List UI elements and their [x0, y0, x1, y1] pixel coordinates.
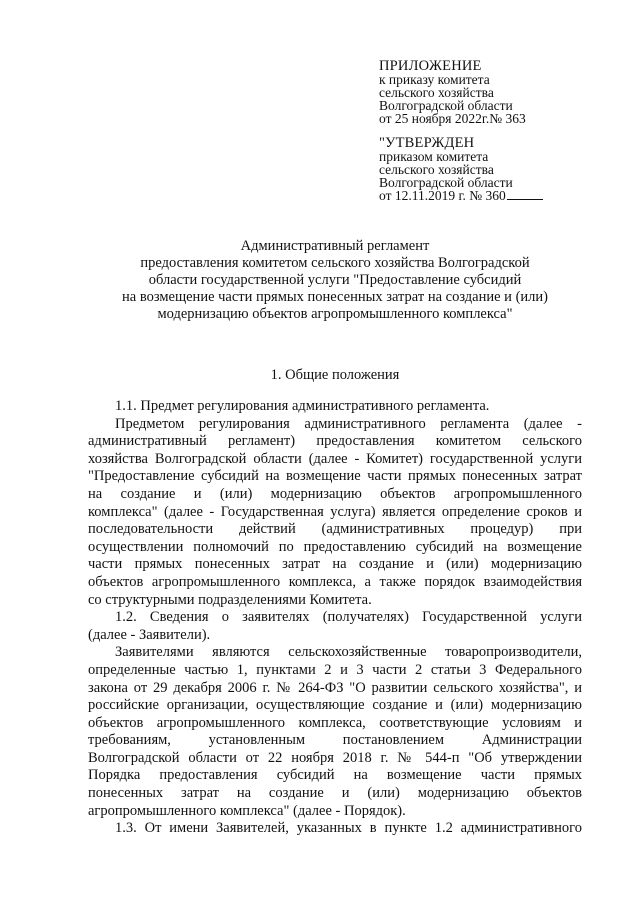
body-line: Волгоградской области от 22 ноября 2018 г. № 544-п "Об утверждении — [88, 749, 582, 766]
body-line: Порядка предоставления субсидий на возмещение части прямых — [88, 767, 582, 784]
body-line: осуществлении полномочий по предоставлению субсидий на возмещение — [88, 538, 582, 555]
body-line: со структурными подразделениями Комитета. — [88, 591, 372, 608]
body-line: административный регламент) предоставления комитетом сельского — [88, 433, 582, 450]
approved-line: приказом комитета — [379, 149, 489, 164]
document-body — [88, 398, 582, 838]
body-line: (далее - Заявители). — [88, 626, 211, 643]
signature-blank-line — [507, 189, 543, 200]
body-line: "Предоставление субсидий на возмещение части прямых понесенных затрат — [88, 468, 582, 485]
body-line: хозяйства Волгоградской области (далее - Комитет) государственной услуги — [88, 450, 582, 467]
approved-line: сельского хозяйства — [379, 162, 494, 177]
body-line: объектов агропромышленного комплекса, а также порядок взаимодействия — [88, 573, 582, 590]
body-line: комплекса" (далее - Государственная услуга) является определение сроков и — [88, 503, 582, 520]
approved-line: Волгоградской области — [379, 175, 513, 190]
appendix-line: от 25 ноября 2022г.№ 363 — [379, 111, 526, 126]
title-line: предоставления комитетом сельского хозяйства Волгоградской — [140, 255, 530, 271]
appendix-line: Волгоградской области — [379, 98, 513, 113]
body-line: последовательности действий (административных процедур) при — [88, 521, 582, 538]
title-line: на возмещение части прямых понесенных затрат на создание и (или) — [122, 289, 548, 305]
approved-block — [379, 137, 579, 202]
appendix-block — [379, 60, 579, 125]
title-line: Административный регламент — [240, 238, 430, 254]
body-line: понесенных затрат на создание и (или) модернизацию объектов — [88, 785, 582, 802]
body-line: требованиям, установленным постановлением Администрации — [88, 732, 582, 749]
body-line: определенные частью 1, пунктами 2 и 3 части 2 статьи 3 Федерального — [88, 661, 582, 678]
body-line: части прямых понесенных затрат на создание и (или) модернизацию — [88, 556, 582, 573]
appendix-line: сельского хозяйства — [379, 85, 494, 100]
approved-line — [379, 189, 579, 202]
document-title — [90, 238, 580, 323]
body-line: Предметом регулирования административного регламента (далее - — [115, 415, 582, 432]
body-line: объектов агропромышленного комплекса, соответствующие условиям и — [88, 714, 582, 731]
body-line: 1.3. От имени Заявителей, указанных в пункте 1.2 административного — [115, 820, 582, 837]
appendix-heading: ПРИЛОЖЕНИЕ — [379, 58, 482, 74]
body-line: Заявителями являются сельскохозяйственные товаропроизводители, — [115, 644, 582, 661]
body-line: агропромышленного комплекса" (далее - Порядок). — [88, 802, 406, 819]
approved-heading: "УТВЕРЖДЕН — [379, 135, 475, 151]
body-line: российские организации, осуществляющие создание и (или) модернизацию — [88, 697, 582, 714]
section-heading: 1. Общие положения — [270, 367, 400, 383]
title-line: модернизацию объектов агропромышленного комплекса" — [157, 306, 513, 322]
appendix-line: к приказу комитета — [379, 72, 490, 87]
body-line: 1.1. Предмет регулирования административного регламента. — [115, 398, 490, 414]
approved-date-text: от 12.11.2019 г. № 360 — [379, 188, 506, 203]
body-line: закона от 29 декабря 2006 г. № 264-ФЗ "О развитии сельского хозяйства", и — [88, 679, 582, 696]
title-line: области государственной услуги "Предоставление субсидий — [148, 272, 522, 288]
body-line: на создание и (или) модернизацию объектов агропромышленного — [88, 485, 582, 502]
body-line: 1.2. Сведения о заявителях (получателях) Государственной услуги — [115, 609, 582, 626]
